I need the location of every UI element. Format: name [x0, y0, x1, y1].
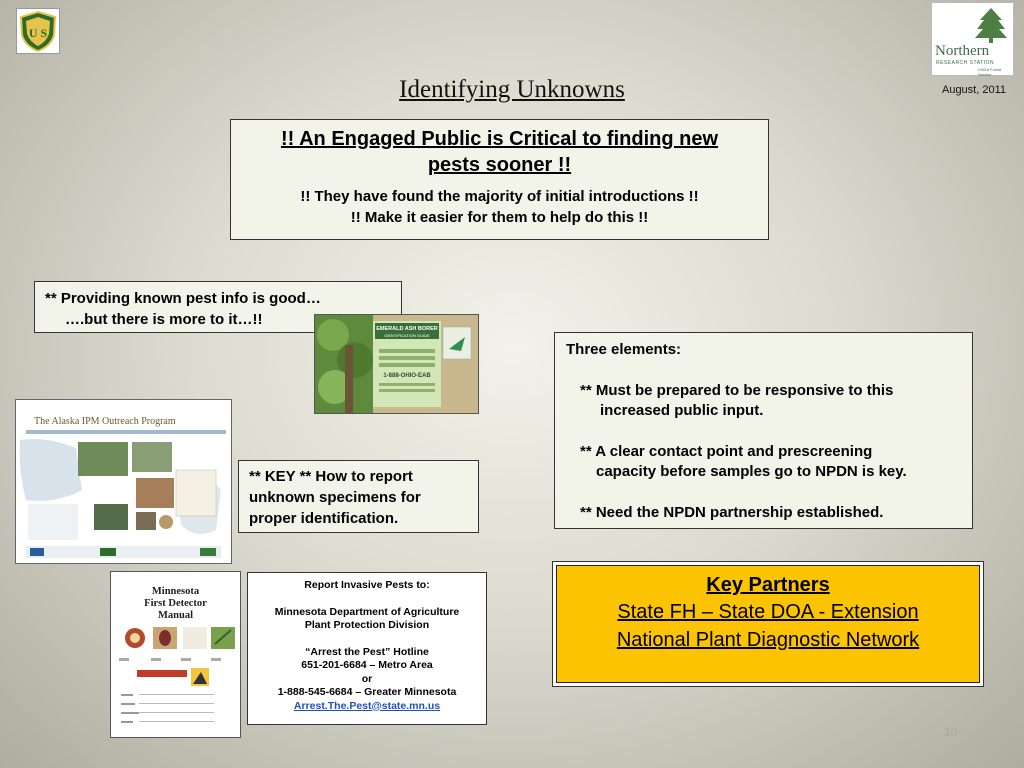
element-2-line-1: ** A clear contact point and prescreening: [580, 442, 873, 460]
eab-header: EMERALD ASH BORER: [376, 326, 438, 332]
providing-line-2: ….but there is more to it…!!: [65, 311, 263, 328]
report-or: or: [361, 672, 373, 685]
report-metro-phone: 651-201-6684 – Metro Area: [301, 659, 433, 671]
key-partners-box: [552, 561, 984, 687]
manual-title-2: First Detector: [144, 598, 207, 609]
key-line-2: unknown specimens for: [249, 489, 421, 506]
providing-line-1: ** Providing known pest info is good…: [45, 290, 321, 307]
engaged-public-line-1: !! They have found the majority of initial introductions !!: [300, 188, 699, 205]
key-line-1: ** KEY ** How to report: [249, 468, 413, 485]
key-reporting-box: [238, 460, 479, 533]
alaska-title: The Alaska IPM Outreach Program: [34, 416, 176, 427]
report-greater-phone: 1-888-545-6684 – Greater Minnesota: [277, 686, 457, 698]
alaska-ipm-outreach-image: [15, 399, 232, 564]
minnesota-first-detector-manual-image: [110, 571, 241, 738]
engaged-public-box: [230, 119, 769, 240]
northern-logo-subtitle-2: USDA Forest Service: [978, 67, 1002, 77]
key-partners-panel: [556, 565, 980, 683]
three-elements-box: [554, 332, 973, 529]
element-1-line-2: increased public input.: [600, 402, 764, 419]
headline-line-1: !! An Engaged Public is Critical to finding new: [280, 128, 719, 150]
northern-logo-subtitle: RESEARCH STATION: [936, 60, 995, 66]
three-elements-heading: Three elements:: [566, 341, 682, 358]
report-hotline-name: “Arrest the Pest” Hotline: [305, 645, 429, 658]
element-2-line-2: capacity before samples go to NPDN is key.: [596, 463, 907, 480]
page-number: 10: [944, 725, 958, 739]
key-partners-line-1: State FH – State DOA - Extension: [617, 601, 919, 623]
manual-title-3: Manual: [157, 610, 193, 621]
eab-header-2: IDENTIFICATION GUIDE: [384, 333, 430, 338]
headline-line-2: pests sooner !!: [427, 154, 572, 176]
usfs-logo-text: U S: [28, 26, 48, 40]
report-agency: Minnesota Department of Agriculture: [274, 605, 460, 618]
slide-date: August, 2011: [941, 84, 1006, 96]
engaged-public-headline: [231, 126, 768, 178]
emerald-ash-borer-guide-image: [314, 314, 479, 414]
tree-icon: [972, 6, 1010, 44]
northern-research-station-logo: [931, 2, 1014, 76]
report-heading: Report Invasive Pests to:: [304, 579, 430, 591]
report-invasive-pests-box: [247, 572, 487, 725]
eab-phone: 1-888-OHIO-EAB: [383, 373, 431, 379]
key-partners-line-2: National Plant Diagnostic Network: [616, 629, 920, 651]
northern-logo-name: Northern: [935, 43, 990, 59]
key-partners-heading: Key Partners: [706, 574, 830, 596]
key-line-3: proper identification.: [249, 510, 399, 527]
usfs-shield-logo: [16, 8, 60, 54]
slide-title: Identifying Unknowns: [399, 76, 625, 103]
element-1-line-1: ** Must be prepared to be responsive to this: [580, 381, 894, 399]
report-division: Plant Protection Division: [304, 619, 430, 631]
manual-title-1: Minnesota: [151, 586, 200, 597]
engaged-public-line-2: !! Make it easier for them to help do this !!: [350, 209, 649, 226]
report-email-link[interactable]: Arrest.The.Pest@state.mn.us: [293, 699, 441, 712]
element-3-line-1: ** Need the NPDN partnership established.: [580, 503, 884, 521]
